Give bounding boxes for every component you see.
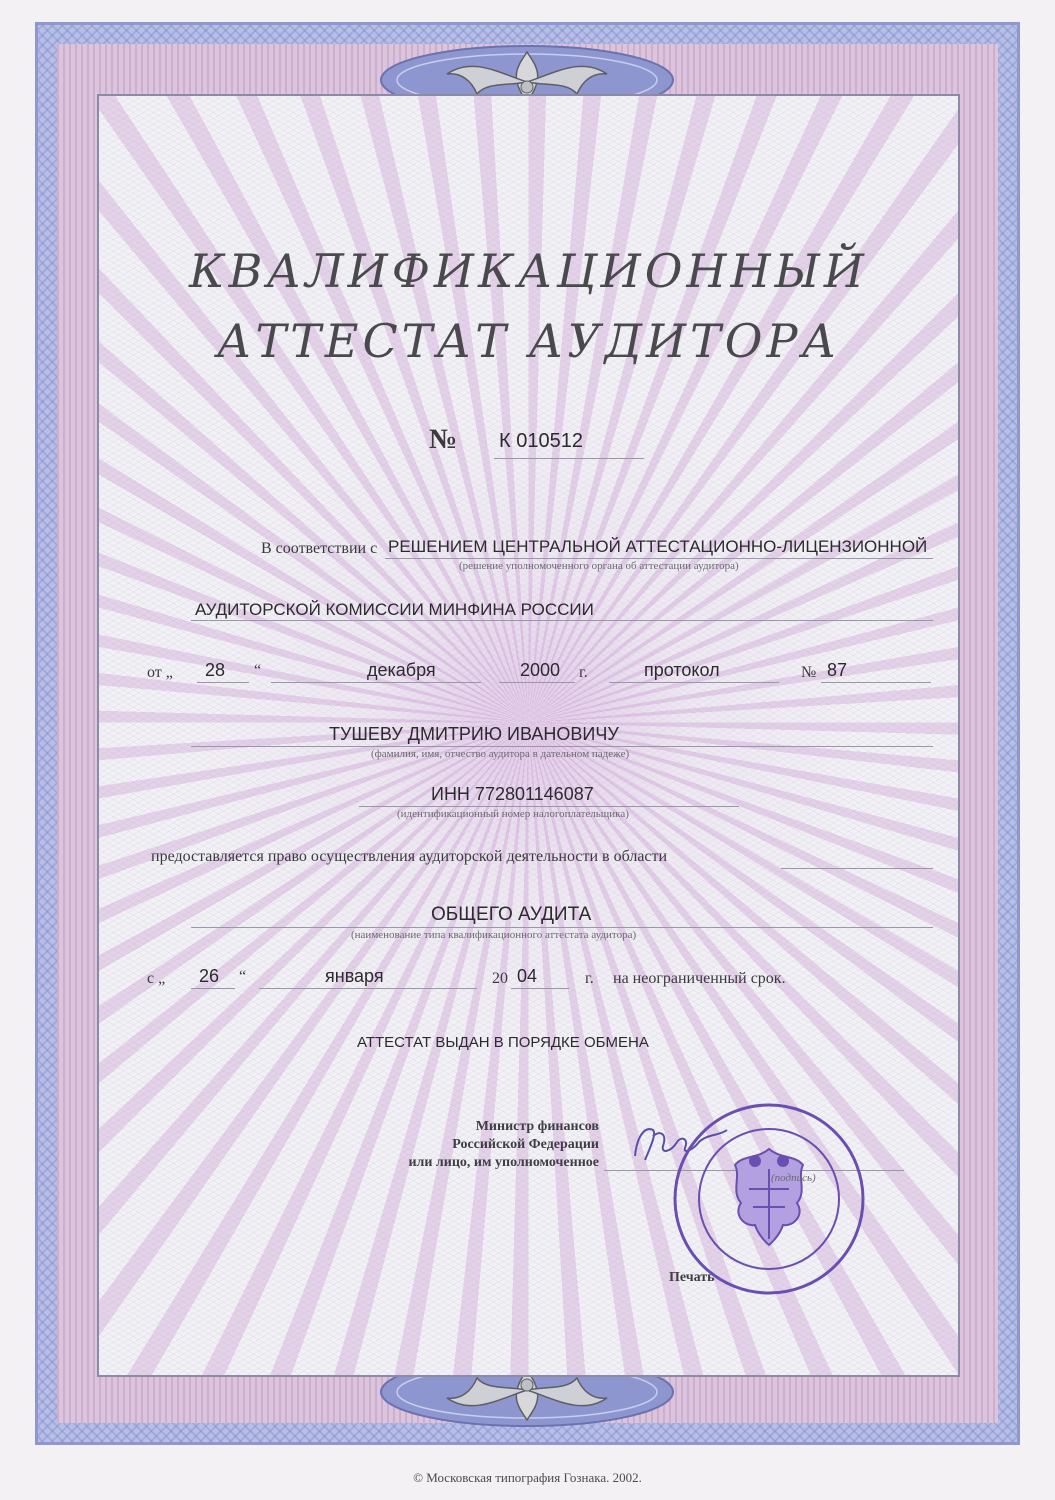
- printer-credit: © Московская типография Гознака. 2002.: [413, 1470, 642, 1485]
- decision-day: 28: [205, 660, 226, 680]
- from-prefix: от „: [147, 664, 173, 681]
- year-suffix-1: г.: [579, 664, 588, 681]
- quote-close-1: “: [254, 662, 262, 679]
- signatory-block: [299, 1118, 599, 1172]
- protocol-label: протокол: [644, 660, 720, 680]
- auditor-underline: [191, 746, 933, 747]
- decision-month: декабря: [367, 660, 436, 680]
- title-line-1: КВАЛИФИКАЦИОННЫЙ: [188, 244, 869, 298]
- year-suffix-2: г.: [585, 970, 594, 987]
- certificate-number: К 010512: [499, 430, 583, 452]
- inn-underline: [359, 806, 739, 807]
- month-underline-1: [271, 682, 481, 683]
- quote-close-2: “: [239, 968, 247, 985]
- auditor-name: ТУШЕВУ ДМИТРИЮ ИВАНОВИЧУ: [329, 724, 619, 744]
- month-underline-2: [259, 988, 477, 989]
- protocol-sign: №: [801, 664, 817, 681]
- title-line-2: АТТЕСТАТ АУДИТОРА: [216, 314, 841, 368]
- decision-year: 2000: [520, 660, 561, 680]
- valid-year-suffix: 04: [517, 966, 538, 986]
- protocol-number-underline: [821, 682, 931, 683]
- signatory-line-3: или лицо, им уполномоченное: [408, 1155, 599, 1170]
- exchange-note: АТТЕСТАТ ВЫДАН В ПОРЯДКЕ ОБМЕНА: [357, 1034, 649, 1051]
- year-underline-1: [499, 682, 575, 683]
- inn-caption: (идентификационный номер налогоплательщика): [397, 808, 629, 820]
- right-underline: [781, 868, 933, 869]
- audit-type: ОБЩЕГО АУДИТА: [431, 904, 592, 925]
- accordance-prefix: В соответствии с: [261, 540, 378, 557]
- auditor-caption: (фамилия, имя, отчество аудитора в дательном падеже): [371, 748, 630, 760]
- protocol-number: 87: [827, 660, 848, 680]
- certificate-border: [35, 22, 1020, 1445]
- decision-line-1: РЕШЕНИЕМ ЦЕНТРАЛЬНОЙ АТТЕСТАЦИОННО-ЛИЦЕНЗИОННОЙ: [388, 537, 928, 556]
- valid-year-prefix: 20: [492, 970, 508, 987]
- audit-type-caption: (наименование типа квалификационного аттестата аудитора): [351, 929, 637, 941]
- year-underline-2: [511, 988, 569, 989]
- day-underline-1: [197, 682, 249, 683]
- valid-month: января: [325, 966, 384, 986]
- day-underline-2: [191, 988, 235, 989]
- decision-underline-1: [385, 558, 933, 559]
- number-underline: [494, 458, 644, 459]
- inn: ИНН 772801146087: [431, 784, 594, 804]
- protocol-underline: [609, 682, 779, 683]
- decision-line-2: АУДИТОРСКОЙ КОМИССИИ МИНФИНА РОССИИ: [195, 600, 594, 619]
- signatory-line-2: Российской Федерации: [452, 1137, 599, 1152]
- signature-caption: (подпись): [771, 1172, 816, 1184]
- signatory-line-1: Министр финансов: [475, 1119, 599, 1134]
- seal-label: Печать: [669, 1270, 715, 1285]
- since-prefix: с „: [147, 970, 166, 987]
- audit-type-underline: [191, 927, 933, 928]
- valid-day: 26: [199, 966, 220, 986]
- right-text: предоставляется право осуществления аудиторской деятельности в области: [151, 848, 668, 865]
- certificate-body: [97, 94, 960, 1377]
- number-sign: №: [429, 424, 458, 455]
- decision-underline-2: [191, 620, 933, 621]
- unlimited-text: на неограниченный срок.: [613, 970, 786, 987]
- decision-caption: (решение уполномоченного органа об аттестации аудитора): [459, 560, 739, 572]
